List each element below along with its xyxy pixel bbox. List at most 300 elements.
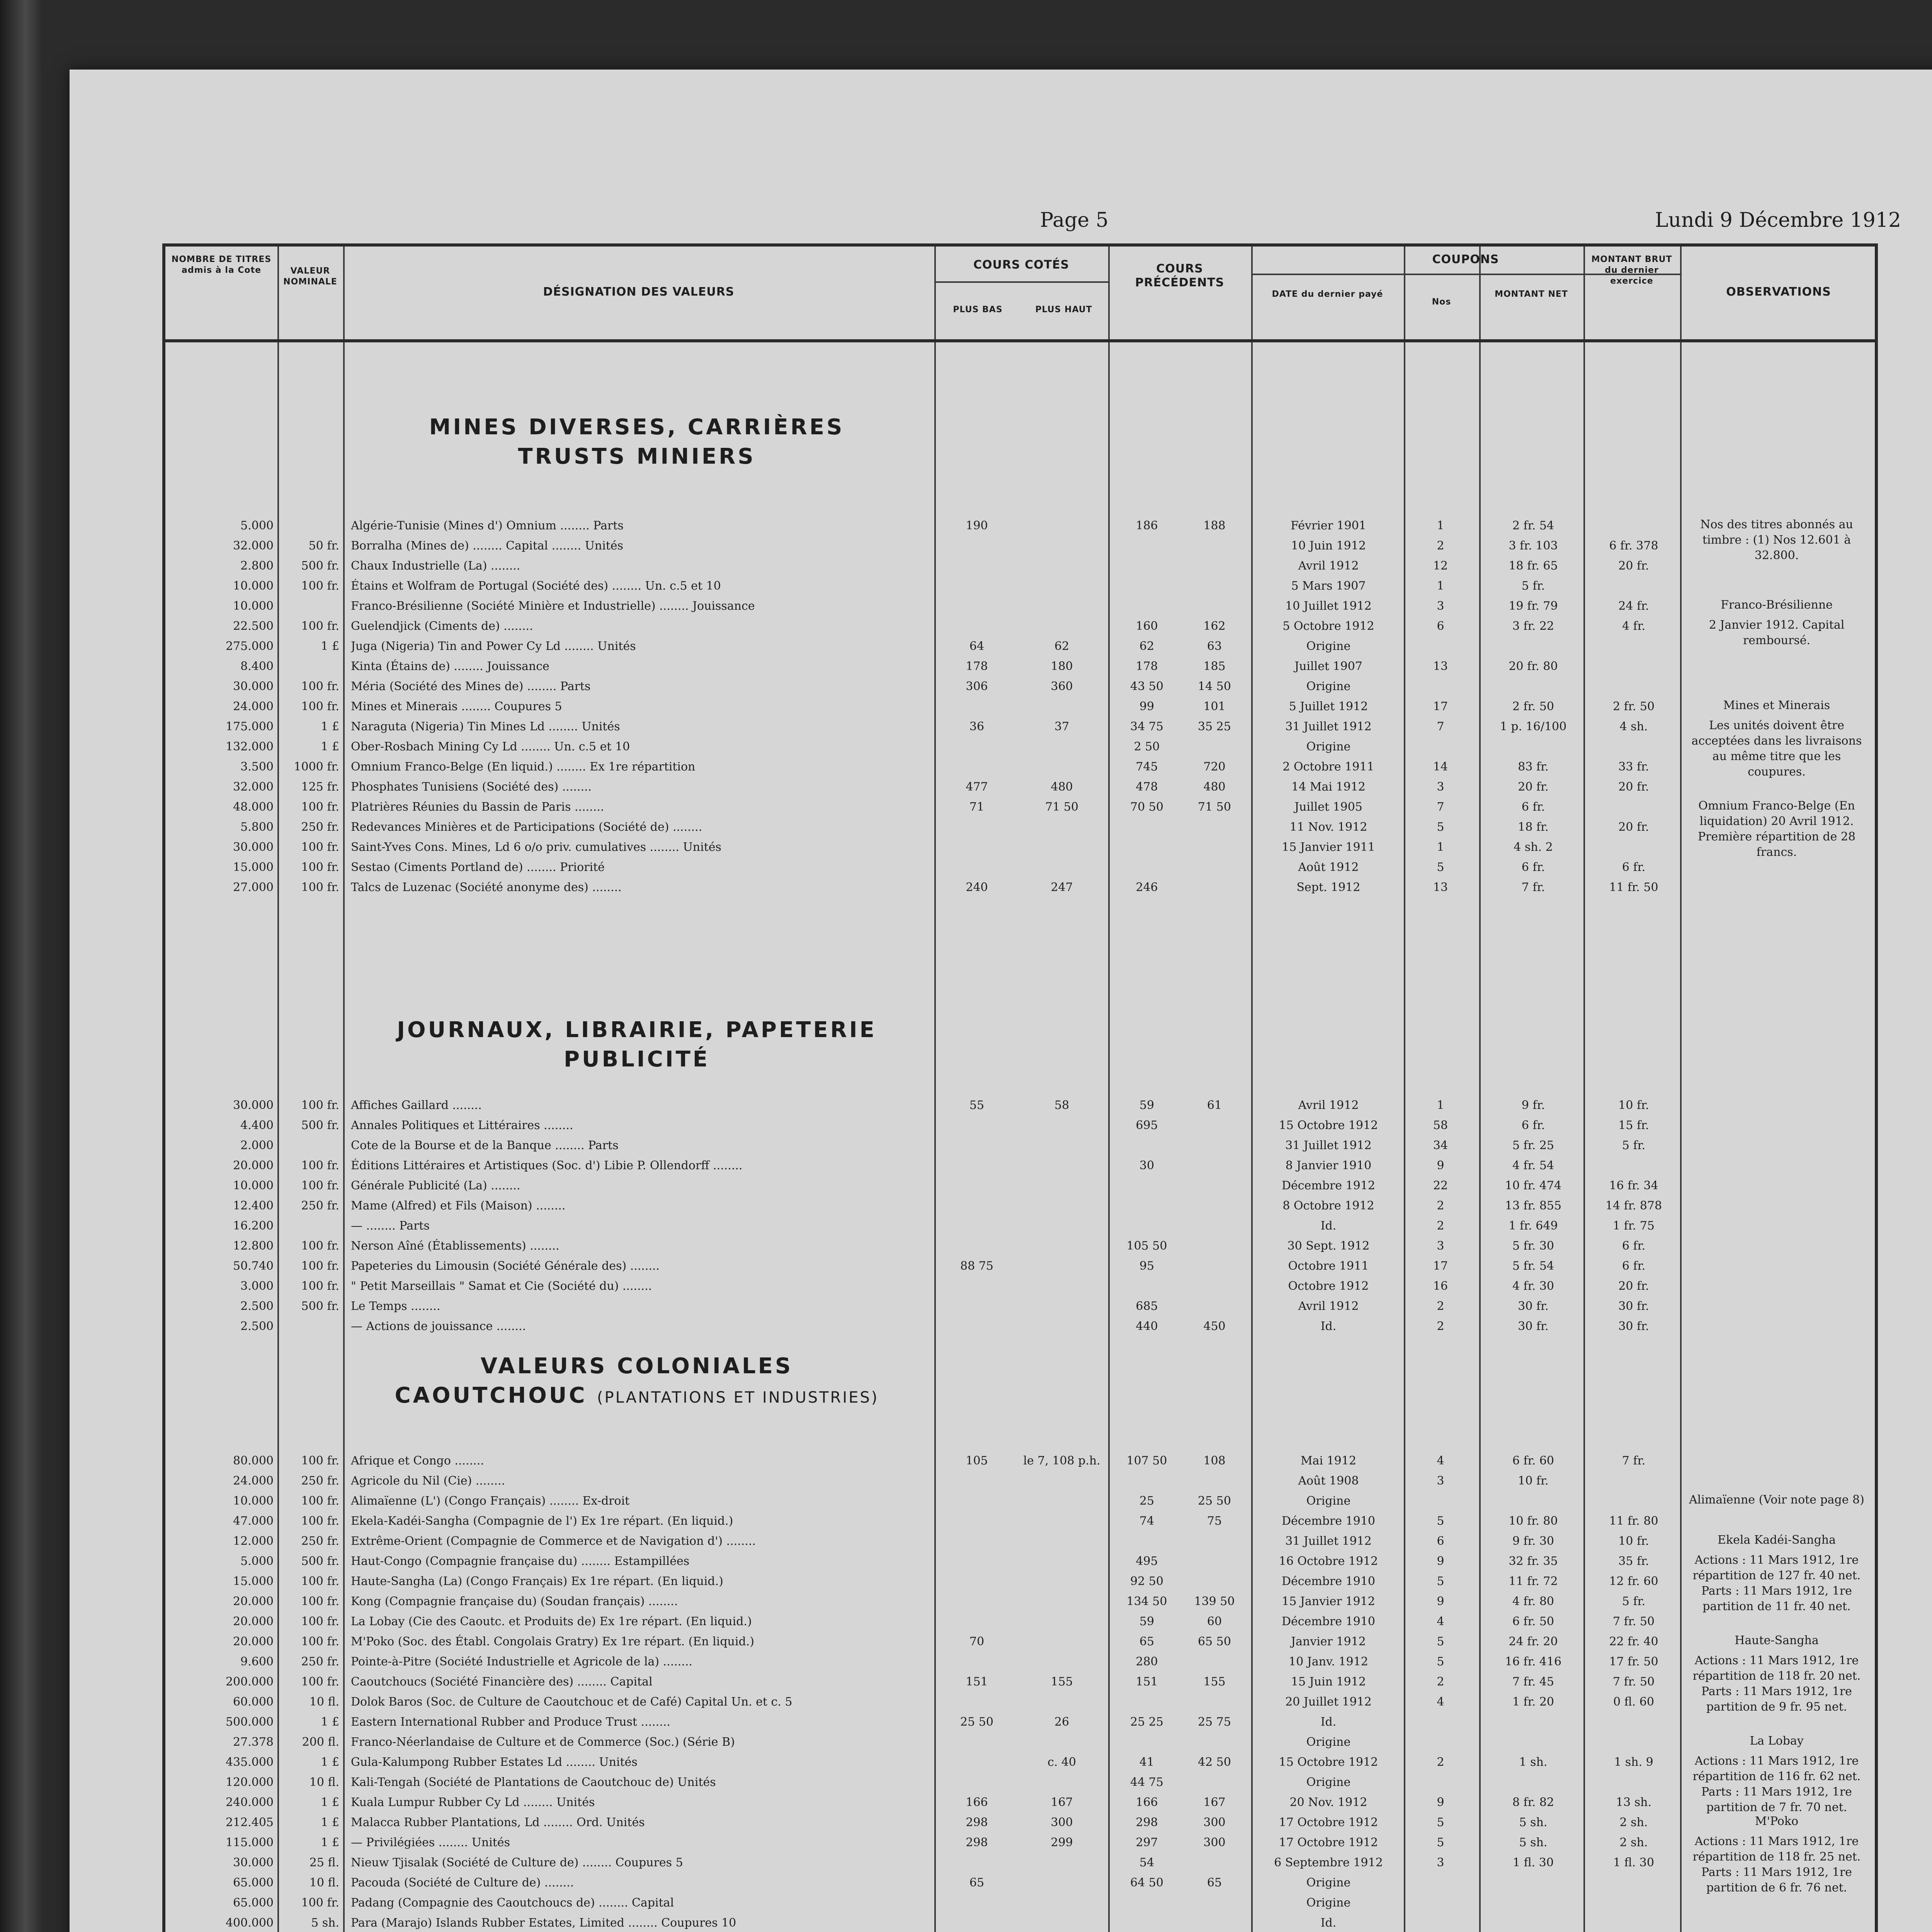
price-low: 298	[966, 1816, 988, 1829]
coupon-number: 12	[1433, 559, 1448, 573]
security-name: — Privilégiées ........ Unités	[351, 1836, 510, 1849]
coupon-date: Origine	[1306, 680, 1351, 693]
security-name: — ........ Parts	[351, 1219, 430, 1233]
coupon-net: 10 fr.	[1518, 1474, 1549, 1488]
gross-amount: 4 sh.	[1619, 720, 1648, 733]
security-name: Pointe-à-Pitre (Société Industrielle et Agricole de la) ........	[351, 1655, 692, 1668]
coupon-number: 2	[1437, 539, 1444, 553]
gross-amount: 7 fr.	[1622, 1454, 1646, 1468]
security-name: Kali-Tengah (Société de Plantations de Caoutchouc de) Unités	[351, 1776, 716, 1789]
coupon-number: 34	[1433, 1139, 1448, 1152]
nominal-value: 1 £	[321, 1816, 339, 1829]
nominal-value: 200 fl.	[302, 1735, 339, 1749]
quotation-table	[162, 243, 1878, 1932]
prev-high: 25 75	[1198, 1715, 1231, 1729]
coupon-date: Août 1912	[1298, 861, 1359, 874]
nominal-value: 250 fr.	[301, 1199, 339, 1213]
coupon-date: 17 Octobre 1912	[1279, 1836, 1378, 1849]
coupon-date: 30 Sept. 1912	[1287, 1239, 1370, 1253]
coupon-net: 4 sh. 2	[1514, 840, 1553, 854]
coupon-number: 2	[1437, 1219, 1444, 1233]
titles-count: 200.000	[225, 1675, 274, 1689]
nominal-value: 1 £	[321, 720, 339, 733]
coupon-number: 3	[1437, 780, 1444, 794]
table-row	[165, 1774, 1875, 1791]
prev-low: 695	[1136, 1119, 1158, 1132]
coupon-net: 4 fr. 54	[1512, 1159, 1554, 1172]
prev-low: 495	[1136, 1554, 1158, 1568]
coupon-date: Décembre 1910	[1282, 1514, 1375, 1528]
price-high: 480	[1051, 780, 1073, 794]
security-name: Kong (Compagnie française du) (Soudan français) ........	[351, 1595, 678, 1608]
titles-count: 5.800	[240, 820, 274, 834]
price-high: c. 40	[1047, 1755, 1077, 1769]
coupon-net: 5 sh.	[1519, 1816, 1548, 1829]
coupon-number: 6	[1437, 619, 1444, 633]
prev-low: 92 50	[1130, 1575, 1163, 1588]
titles-count: 47.000	[233, 1514, 274, 1528]
titles-count: 32.000	[233, 780, 274, 794]
gross-amount: 5 fr.	[1622, 1595, 1646, 1608]
coupon-number: 5	[1437, 861, 1444, 874]
titles-count: 2.500	[240, 1299, 274, 1313]
nominal-value: 100 fr.	[301, 1635, 339, 1648]
coupon-number: 1	[1437, 1099, 1444, 1112]
nominal-value: 100 fr.	[301, 619, 339, 633]
nominal-value: 100 fr.	[301, 700, 339, 713]
coupon-net: 1 fr. 649	[1509, 1219, 1558, 1233]
coupon-net: 7 fr.	[1521, 881, 1545, 894]
prev-low: 62	[1139, 639, 1155, 653]
titles-count: 12.400	[233, 1199, 274, 1213]
security-name: Haute-Sangha (La) (Congo Français) Ex 1re répart. (En liquid.)	[351, 1575, 723, 1588]
prev-low: 70 50	[1130, 800, 1163, 814]
titles-count: 10.000	[233, 579, 274, 593]
titles-count: 400.000	[225, 1916, 274, 1930]
coupon-number: 16	[1433, 1279, 1448, 1293]
section-subheading	[343, 1381, 930, 1412]
security-name: Talcs de Luzenac (Société anonyme des) ........	[351, 881, 622, 894]
section-subheading: TRUSTS MINIERS	[518, 444, 756, 469]
gross-amount: 20 fr.	[1618, 820, 1649, 834]
prev-low: 43 50	[1130, 680, 1163, 693]
section-title	[343, 413, 930, 471]
price-low: 166	[966, 1796, 988, 1809]
table-row	[165, 1633, 1875, 1651]
table-row	[165, 1117, 1875, 1134]
coupon-net: 32 fr. 35	[1509, 1554, 1558, 1568]
coupon-date: Février 1901	[1291, 519, 1366, 532]
coupon-net: 6 fr. 60	[1512, 1454, 1554, 1468]
security-name: Padang (Compagnie des Caoutchoucs de) ........ Capital	[351, 1896, 674, 1910]
observation-note: Mines et Minerais	[1723, 699, 1830, 712]
coupon-date: 20 Juillet 1912	[1285, 1695, 1372, 1709]
coupon-net: 18 fr.	[1518, 820, 1549, 834]
table-row	[165, 1472, 1875, 1490]
table-row	[165, 658, 1875, 675]
coupon-number: 5	[1437, 1836, 1444, 1849]
prev-high: 720	[1203, 760, 1226, 774]
gross-amount: 24 fr.	[1618, 599, 1649, 613]
prev-low: 64 50	[1130, 1876, 1163, 1889]
observation-note: Ekela Kadéi-Sangha	[1717, 1533, 1836, 1547]
coupon-net: 20 fr.	[1518, 780, 1549, 794]
prev-high: 300	[1203, 1836, 1226, 1849]
gross-amount: 20 fr.	[1618, 780, 1649, 794]
gross-amount: 6 fr. 378	[1609, 539, 1658, 553]
coupon-net: 20 fr. 80	[1509, 660, 1558, 673]
coupon-net: 19 fr. 79	[1509, 599, 1558, 613]
nominal-value: 100 fr.	[301, 1179, 339, 1192]
coupon-date: 11 Nov. 1912	[1289, 820, 1367, 834]
gross-amount: 14 fr. 878	[1605, 1199, 1662, 1213]
section-heading: JOURNAUX, LIBRAIRIE, PAPETERIE	[397, 1017, 877, 1043]
coupon-date: Décembre 1910	[1282, 1615, 1375, 1628]
prev-low: 178	[1136, 660, 1158, 673]
nominal-value: 100 fr.	[301, 1675, 339, 1689]
table-row	[165, 1733, 1875, 1751]
security-name: Borralha (Mines de) ........ Capital ........ Unités	[351, 539, 623, 553]
titles-count: 4.400	[240, 1119, 274, 1132]
prev-low: 25	[1139, 1494, 1155, 1508]
col-header-plus-bas: PLUS BAS	[953, 305, 1003, 315]
col-header-plus-haut: PLUS HAUT	[1035, 305, 1092, 315]
coupon-net: 5 fr. 54	[1512, 1259, 1554, 1273]
security-name: Alimaïenne (L') (Congo Français) ........ Ex-droit	[351, 1494, 630, 1508]
security-name: Naraguta (Nigeria) Tin Mines Ld ........ Unités	[351, 720, 620, 733]
table-row	[165, 1693, 1875, 1711]
coupon-net: 7 fr. 45	[1512, 1675, 1554, 1689]
table-row	[165, 1794, 1875, 1811]
prev-high: 35 25	[1198, 720, 1231, 733]
prev-low: 54	[1139, 1856, 1155, 1869]
titles-count: 10.000	[233, 599, 274, 613]
coupon-net: 6 fr.	[1521, 800, 1545, 814]
coupon-net: 18 fr. 65	[1509, 559, 1558, 573]
gross-amount: 20 fr.	[1618, 559, 1649, 573]
col-header-nombre: NOMBRE DE TITRES admis à la Cote	[171, 255, 272, 275]
prev-high: 60	[1207, 1615, 1222, 1628]
prev-low: 41	[1139, 1755, 1155, 1769]
table-row	[165, 1593, 1875, 1611]
security-name: Caoutchoucs (Société Financière des) ........ Capital	[351, 1675, 653, 1689]
coupon-date: 31 Juillet 1912	[1285, 720, 1372, 733]
security-name: Annales Politiques et Littéraires ........	[351, 1119, 573, 1132]
coupon-net: 2 fr. 50	[1512, 700, 1554, 713]
table-row	[165, 1894, 1875, 1912]
titles-count: 115.000	[225, 1836, 274, 1849]
coupon-date: 2 Octobre 1911	[1282, 760, 1374, 774]
gross-amount: 2 fr. 50	[1612, 700, 1655, 713]
security-name: Haut-Congo (Compagnie française du) ........ Estampillées	[351, 1554, 690, 1568]
nominal-value: 1 £	[321, 639, 339, 653]
coupon-date: 16 Octobre 1912	[1279, 1554, 1378, 1568]
nominal-value: 100 fr.	[301, 1615, 339, 1628]
price-low: 55	[969, 1099, 985, 1112]
nominal-value: 1 £	[321, 1836, 339, 1849]
observation-note: Actions : 11 Mars 1912, 1re répartition de 116 fr. 62 net. Parts : 11 Mars 1912, 1re partition de 7 fr. 70 net.	[1692, 1754, 1861, 1814]
table-row	[165, 698, 1875, 716]
prev-low: 34 75	[1130, 720, 1163, 733]
gross-amount: 17 fr. 50	[1609, 1655, 1658, 1668]
coupon-net: 6 fr.	[1521, 861, 1545, 874]
coupon-net: 30 fr.	[1518, 1299, 1549, 1313]
coupon-date: 15 Juin 1912	[1291, 1675, 1366, 1689]
security-name: Kuala Lumpur Rubber Cy Ld ........ Unités	[351, 1796, 595, 1809]
gross-amount: 1 fl. 30	[1613, 1856, 1654, 1869]
table-row	[165, 1553, 1875, 1570]
col-header-montant-brut: MONTANT BRUT du dernier exercice	[1591, 255, 1672, 286]
table-row	[165, 818, 1875, 836]
security-name: Le Temps ........	[351, 1299, 440, 1313]
coupon-date: Id.	[1320, 1320, 1337, 1333]
gross-amount: 13 sh.	[1616, 1796, 1651, 1809]
table-row	[165, 1137, 1875, 1155]
titles-count: 65.000	[233, 1896, 274, 1910]
observation-note: Nos des titres abonnés au timbre : (1) Nos 12.601 à 32.800.	[1700, 518, 1853, 562]
coupon-number: 3	[1437, 1474, 1444, 1488]
coupon-net: 3 fr. 103	[1509, 539, 1558, 553]
table-row	[165, 758, 1875, 776]
titles-count: 9.600	[240, 1655, 274, 1668]
coupon-date: Décembre 1912	[1282, 1179, 1375, 1192]
security-name: Saint-Yves Cons. Mines, Ld 6 o/o priv. cumulatives ........ Unités	[351, 840, 721, 854]
table-row	[165, 1532, 1875, 1550]
coupon-number: 4	[1437, 1454, 1444, 1468]
coupon-date: 5 Octobre 1912	[1282, 619, 1374, 633]
security-name: Mines et Minerais ........ Coupures 5	[351, 700, 562, 713]
observation-note: Actions : 11 Mars 1912, 1re répartition de 127 fr. 40 net. Parts : 11 Mars 1912, 1re partition de 11 fr. 40 net.	[1692, 1553, 1861, 1613]
gross-amount: 30 fr.	[1618, 1320, 1649, 1333]
coupon-net: 83 fr.	[1518, 760, 1549, 774]
coupon-date: Sept. 1912	[1296, 881, 1361, 894]
price-low: 151	[966, 1675, 988, 1689]
titles-count: 24.000	[233, 700, 274, 713]
nominal-value: 100 fr.	[301, 861, 339, 874]
coupon-number: 3	[1437, 599, 1444, 613]
prev-low: 186	[1136, 519, 1158, 532]
coupon-number: 13	[1433, 660, 1448, 673]
security-name: Agricole du Nil (Cie) ........	[351, 1474, 505, 1488]
nominal-value: 10 fl.	[309, 1776, 339, 1789]
coupon-net: 6 fr.	[1521, 1119, 1545, 1132]
nominal-value: 100 fr.	[301, 1896, 339, 1910]
titles-count: 15.000	[233, 1575, 274, 1588]
security-name: Para (Marajo) Islands Rubber Estates, Limited ........ Coupures 10	[351, 1916, 736, 1930]
gross-amount: 0 fl. 60	[1613, 1695, 1654, 1709]
coupon-date: 8 Octobre 1912	[1282, 1199, 1374, 1213]
security-name: Franco-Brésilienne (Société Minière et Industrielle) ........ Jouissance	[351, 599, 755, 613]
coupon-number: 5	[1437, 1816, 1444, 1829]
table-row	[165, 1673, 1875, 1691]
coupon-date: Avril 1912	[1298, 559, 1359, 573]
prev-low: 44 75	[1130, 1776, 1163, 1789]
table-row	[165, 1157, 1875, 1175]
gross-amount: 7 fr. 50	[1612, 1615, 1655, 1628]
titles-count: 32.000	[233, 539, 274, 553]
gross-amount: 10 fr.	[1618, 1534, 1649, 1548]
coupon-net: 13 fr. 855	[1505, 1199, 1562, 1213]
prev-high: 65	[1207, 1876, 1222, 1889]
security-name: Mame (Alfred) et Fils (Maison) ........	[351, 1199, 566, 1213]
titles-count: 10.000	[233, 1179, 274, 1192]
prev-low: 134 50	[1126, 1595, 1167, 1608]
security-name: Nieuw Tjisalak (Société de Culture de) ........ Coupures 5	[351, 1856, 683, 1869]
titles-count: 20.000	[233, 1635, 274, 1648]
table-row	[165, 1277, 1875, 1295]
prev-high: 155	[1203, 1675, 1226, 1689]
security-name: Guelendjick (Ciments de) ........	[351, 619, 533, 633]
table-row	[165, 1452, 1875, 1470]
titles-count: 212.405	[225, 1816, 274, 1829]
book-spine	[0, 0, 43, 1932]
coupon-date: Origine	[1306, 1776, 1351, 1789]
col-header-valeur: VALEUR NOMINALE	[283, 266, 337, 287]
observation-note: M'Poko	[1755, 1815, 1799, 1828]
table-row	[165, 617, 1875, 635]
coupon-date: Origine	[1306, 1735, 1351, 1749]
coupon-date: Juillet 1907	[1294, 660, 1362, 673]
observation-note: La Lobay	[1750, 1734, 1804, 1748]
prev-high: 167	[1203, 1796, 1226, 1809]
table-row	[165, 1713, 1875, 1731]
price-low: 306	[966, 680, 988, 693]
header-rule	[165, 339, 1875, 342]
coupon-net: 5 fr. 30	[1512, 1239, 1554, 1253]
nominal-value: 100 fr.	[301, 840, 339, 854]
titles-count: 132.000	[225, 740, 274, 753]
price-high: 360	[1051, 680, 1073, 693]
security-name: Affiches Gaillard ........	[351, 1099, 482, 1112]
titles-count: 20.000	[233, 1159, 274, 1172]
nominal-value: 100 fr.	[301, 1239, 339, 1253]
coupon-number: 5	[1437, 1655, 1444, 1668]
prev-high: 108	[1203, 1454, 1226, 1468]
price-high: le 7, 108 p.h.	[1023, 1454, 1100, 1468]
nominal-value: 100 fr.	[301, 1099, 339, 1112]
coupon-date: 15 Octobre 1912	[1279, 1755, 1378, 1769]
titles-count: 435.000	[225, 1755, 274, 1769]
coupon-date: 31 Juillet 1912	[1285, 1534, 1372, 1548]
observation-note: Omnium Franco-Belge (En liquidation) 20 Avril 1912. Première répartition de 28 francs.	[1697, 799, 1856, 859]
price-high: 247	[1051, 881, 1073, 894]
nominal-value: 500 fr.	[301, 559, 339, 573]
table-row	[165, 1298, 1875, 1315]
coupon-number: 5	[1437, 1514, 1444, 1528]
price-high: 62	[1054, 639, 1070, 653]
nominal-value: 100 fr.	[301, 579, 339, 593]
nominal-value: 100 fr.	[301, 1159, 339, 1172]
coupon-net: 8 fr. 82	[1512, 1796, 1554, 1809]
titles-count: 8.400	[240, 660, 274, 673]
titles-count: 275.000	[225, 639, 274, 653]
coupon-date: 10 Janv. 1912	[1289, 1655, 1368, 1668]
coupon-net: 10 fr. 474	[1505, 1179, 1562, 1192]
coupon-number: 5	[1437, 820, 1444, 834]
titles-count: 240.000	[225, 1796, 274, 1809]
security-name: Gula-Kalumpong Rubber Estates Ld ........ Unités	[351, 1755, 638, 1769]
table-row	[165, 778, 1875, 796]
prev-high: 300	[1203, 1816, 1226, 1829]
coupon-number: 2	[1437, 1299, 1444, 1313]
security-name: " Petit Marseillais " Samat et Cie (Société du) ........	[351, 1279, 652, 1293]
table-row	[165, 577, 1875, 595]
coupon-net: 24 fr. 20	[1509, 1635, 1558, 1648]
gross-amount: 11 fr. 50	[1609, 881, 1658, 894]
security-name: Papeteries du Limousin (Société Générale des) ........	[351, 1259, 660, 1273]
col-header-designation: DÉSIGNATION DES VALEURS	[543, 285, 735, 299]
coupon-net: 9 fr.	[1521, 1099, 1545, 1112]
coupon-number: 2	[1437, 1320, 1444, 1333]
security-name: Cote de la Bourse et de la Banque ........ Parts	[351, 1139, 619, 1152]
coupon-date: Origine	[1306, 1876, 1351, 1889]
coupon-date: Origine	[1306, 1896, 1351, 1910]
coupon-date: Avril 1912	[1298, 1099, 1359, 1112]
coupon-net: 4 fr. 30	[1512, 1279, 1554, 1293]
nominal-value: 100 fr.	[301, 881, 339, 894]
nominal-value: 1 £	[321, 1796, 339, 1809]
prev-high: 188	[1203, 519, 1226, 532]
security-name: Nerson Aîné (Établissements) ........	[351, 1239, 560, 1253]
table-row	[165, 597, 1875, 615]
titles-count: 15.000	[233, 861, 274, 874]
col-header-coupons: COUPONS	[1432, 253, 1499, 266]
titles-count: 500.000	[225, 1715, 274, 1729]
gross-amount: 20 fr.	[1618, 1279, 1649, 1293]
gross-amount: 10 fr.	[1618, 1099, 1649, 1112]
table-row	[165, 1753, 1875, 1771]
coupon-number: 3	[1437, 1856, 1444, 1869]
coupon-number: 9	[1437, 1796, 1444, 1809]
coupon-number: 17	[1433, 700, 1448, 713]
prev-low: 30	[1139, 1159, 1155, 1172]
nominal-value: 100 fr.	[301, 1494, 339, 1508]
coupon-number: 17	[1433, 1259, 1448, 1273]
gross-amount: 12 fr. 60	[1609, 1575, 1658, 1588]
price-high: 26	[1054, 1715, 1070, 1729]
security-name: Ekela-Kadéi-Sangha (Compagnie de l') Ex 1re répart. (En liquid.)	[351, 1514, 733, 1528]
coupon-net: 2 fr. 54	[1512, 519, 1554, 532]
price-low: 71	[969, 800, 985, 814]
prev-high: 450	[1203, 1320, 1226, 1333]
table-row	[165, 517, 1875, 535]
coupon-net: 6 fr. 50	[1512, 1615, 1554, 1628]
coupon-net: 9 fr. 30	[1512, 1534, 1554, 1548]
nominal-value: 5 sh.	[311, 1916, 339, 1930]
table-row	[165, 1097, 1875, 1114]
price-low: 240	[966, 881, 988, 894]
table-row	[165, 1257, 1875, 1275]
prev-low: 745	[1136, 760, 1158, 774]
section-subheading-detail: (PLANTATIONS ET INDUSTRIES)	[597, 1389, 879, 1406]
table-row	[165, 1914, 1875, 1932]
nominal-value: 100 fr.	[301, 1279, 339, 1293]
col-header-date: DATE du dernier payé	[1272, 289, 1383, 299]
coupon-date: Janvier 1912	[1291, 1635, 1366, 1648]
gross-amount: 33 fr.	[1618, 760, 1649, 774]
price-high: 299	[1051, 1836, 1073, 1849]
coupon-date: Avril 1912	[1298, 1299, 1359, 1313]
table-row	[165, 1573, 1875, 1590]
nominal-value: 25 fl.	[309, 1856, 339, 1869]
table-row	[165, 1318, 1875, 1335]
coupon-date: Décembre 1910	[1282, 1575, 1375, 1588]
nominal-value: 100 fr.	[301, 1514, 339, 1528]
observation-note: 2 Janvier 1912. Capital remboursé.	[1709, 618, 1845, 647]
security-name: Franco-Néerlandaise de Culture et de Commerce (Soc.) (Série B)	[351, 1735, 735, 1749]
prev-low: 95	[1139, 1259, 1155, 1273]
coupon-date: Id.	[1320, 1219, 1337, 1233]
